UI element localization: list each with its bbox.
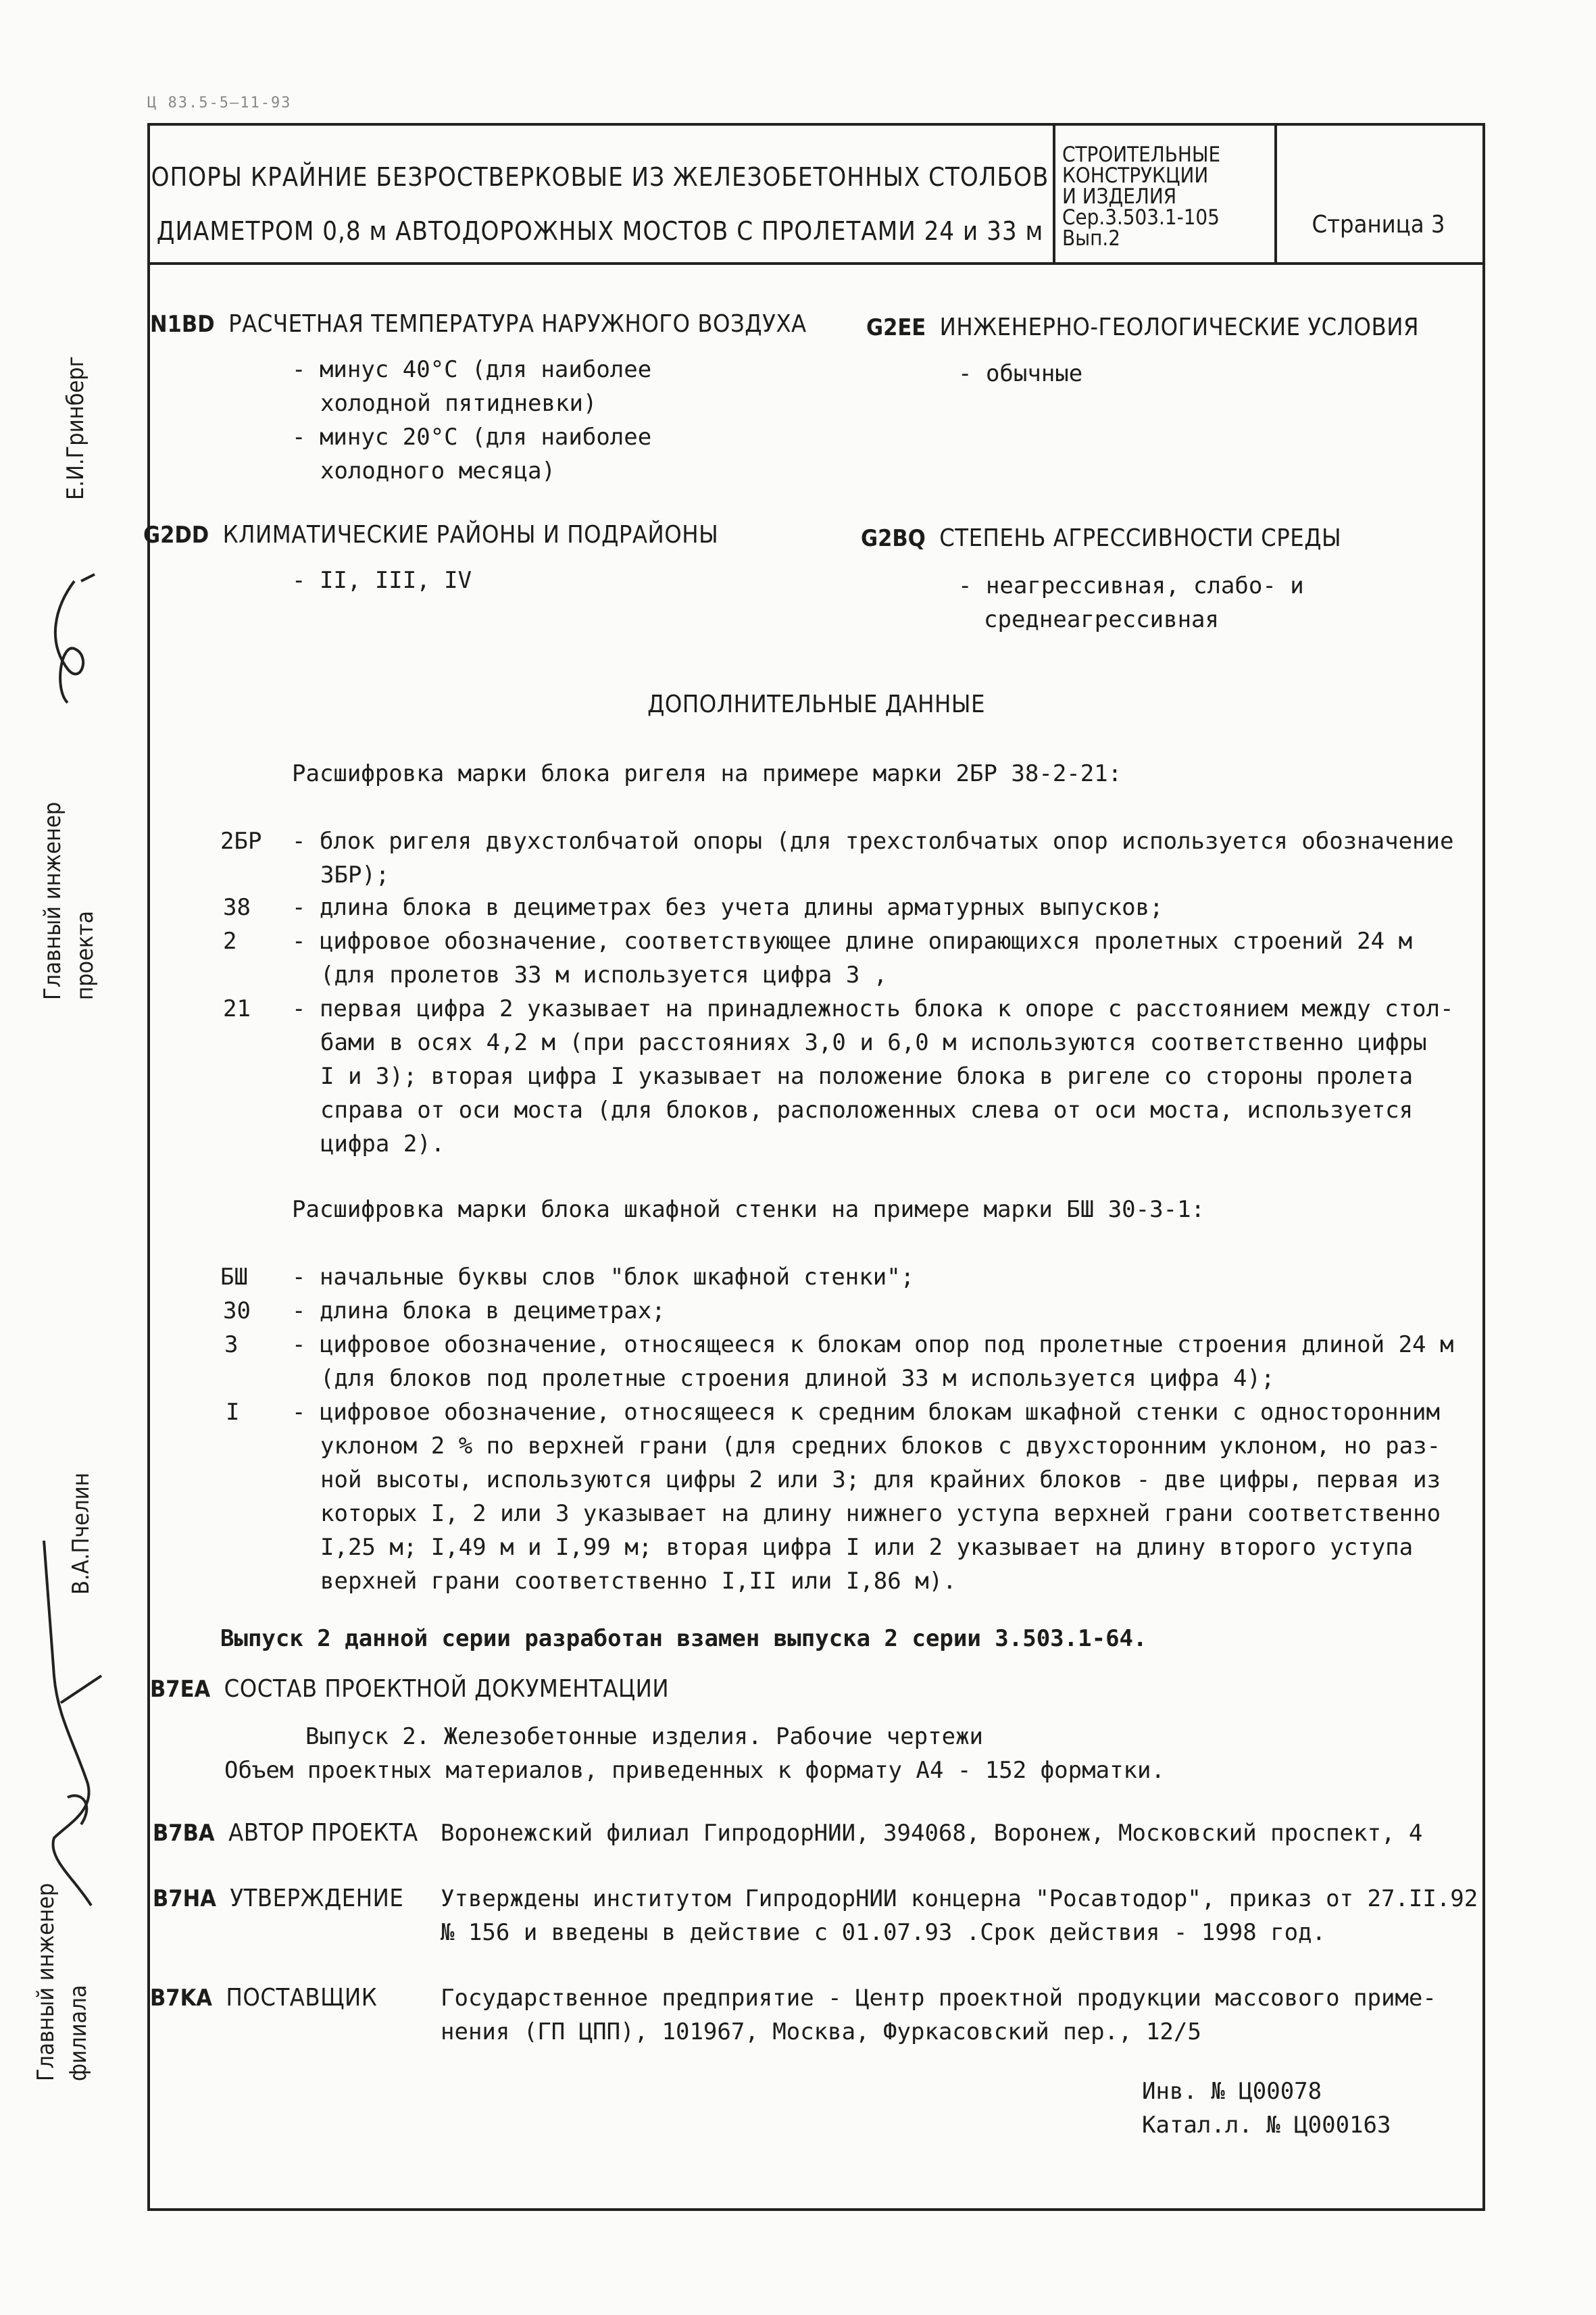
replacement-note: Выпуск 2 данной серии разработан взамен выпуска 2 серии 3.503.1-64. [220,1625,1147,1652]
section-supplier-heading [150,1981,377,2015]
title-chief-engineer-project [36,802,101,1000]
section-code: N1BD [150,311,215,338]
wall-desc: уклоном 2 % по верхней грани (для средних блоков с двухсторонним уклоном, но раз- [320,1433,1441,1460]
title-line: проекта [72,911,99,1000]
section-title: УТВЕРЖДЕНИЕ [230,1885,404,1912]
wall-key: БШ [220,1264,248,1291]
signer-grinberg: Е.И.Гринберг [62,356,89,500]
section-approval-heading [153,1882,403,1916]
section-temperature-heading [150,307,807,341]
temperature-line: - минус 40°С (для наиболее [292,356,652,383]
series-line: СТРОИТЕЛЬНЫЕ [1062,143,1221,167]
wall-desc: которых I, 2 или 3 указывает на длину нижнего уступа верхней грани соответственно [320,1500,1441,1527]
section-title: АВТОР ПРОЕКТА [228,1819,418,1847]
section-geology-heading [866,311,1419,345]
title-chief-engineer-branch [30,1883,95,2081]
section-title: СОСТАВ ПРОЕКТНОЙ ДОКУМЕНТАЦИИ [224,1675,670,1703]
rigel-key: 2БР [220,828,262,855]
rigel-desc: - блок ригеля двухстолбчатой опоры (для трехстолбчатых опор используется обозначение [292,828,1454,855]
supplier-line: нения (ГП ЦПП), 101967, Москва, Фуркасовский пер., 12/5 [441,2018,1201,2045]
series-info [1062,145,1272,249]
rigel-desc: I и 3); вторая цифра I указывает на положение блока в ригеле со стороны пролета [320,1063,1414,1090]
series-line: КОНСТРУКЦИИ [1062,164,1209,188]
title-line: Главный инженер [39,801,66,1000]
rigel-key: 21 [223,995,251,1022]
wall-desc: - длина блока в дециметрах; [292,1297,666,1324]
aggression-value: - неагрессивная, слабо- и [958,572,1304,599]
rigel-key: 2 [223,928,237,955]
documentation-line: Выпуск 2. Железобетонные изделия. Рабочие чертежи [305,1723,984,1750]
wall-key: 3 [224,1331,239,1358]
wall-desc: - начальные буквы слов "блок шкафной стенки"; [292,1264,915,1291]
temperature-line: холодного месяца) [320,457,555,484]
section-author-heading [153,1816,418,1850]
title-divider [1053,123,1055,262]
rigel-desc: справа от оси моста (для блоков, расположенных слева от оси моста, используется [320,1097,1414,1124]
additional-data-title: ДОПОЛНИТЕЛЬНЫЕ ДАННЫЕ [647,691,985,718]
title-line: Главный инженер [32,1883,59,2081]
documentation-line: Объем проектных материалов, приведенных к формату А4 - 152 форматки. [224,1757,1165,1784]
rigel-desc: (для пролетов 33 м используется цифра 3 , [320,962,888,989]
document-title [147,150,1053,258]
rigel-desc: цифра 2). [320,1130,445,1158]
wall-key: I [226,1399,240,1426]
section-code: B7KA [150,1985,212,2012]
rigel-desc: бами в осях 4,2 м (при расстояниях 3,0 и 6,0 м используются соответственно цифры [320,1029,1427,1056]
section-title: КЛИМАТИЧЕСКИЕ РАЙОНЫ И ПОДРАЙОНЫ [222,521,719,549]
wall-desc: (для блоков под пролетные строения длиной 33 м используется цифра 4); [320,1365,1275,1392]
aggression-value: среднеагрессивная [984,606,1219,633]
wall-key: 30 [223,1297,251,1324]
section-code: G2EE [866,314,926,341]
document-code-note: Ц 83.5-5—11-93 [147,95,292,111]
temperature-line: холодной пятидневки) [320,390,597,417]
section-title: СТЕПЕНЬ АГРЕССИВНОСТИ СРЕДЫ [939,524,1342,552]
page-divider [1274,123,1277,262]
section-title: РАСЧЕТНАЯ ТЕМПЕРАТУРА НАРУЖНОГО ВОЗДУХА [228,310,807,338]
series-line: И ИЗДЕЛИЯ [1062,184,1177,209]
rigel-desc: 3БР); [320,862,390,889]
geology-value: - обычные [958,360,1083,387]
section-title: ПОСТАВЩИК [226,1984,378,2012]
approval-line: № 156 и введены в действие с 01.07.93 .Срок действия - 1998 год. [441,1919,1326,1946]
rigel-desc: - длина блока в дециметрах без учета длины арматурных выпусков; [292,894,1164,921]
section-code: B7HA [153,1885,216,1912]
wall-desc: верхней грани соответственно I,II или I,86 м). [320,1568,957,1595]
author-text: Воронежский филиал ГипродорНИИ, 394068, Воронеж, Московский проспект, 4 [441,1820,1423,1847]
signature-grinberg [27,568,108,716]
rigel-intro: Расшифровка марки блока ригеля на примере марки 2БР 38-2-21: [292,760,1122,787]
inventory-number: Инв. № Ц00078 [1142,2078,1322,2105]
section-code: G2BQ [861,525,926,552]
signer-pchelin: В.А.Пчелин [68,1472,95,1595]
section-documentation-heading [150,1672,669,1706]
section-code: B7EA [150,1676,211,1703]
climate-value: - II, III, IV [292,567,472,594]
section-aggression-heading [861,522,1341,555]
title-line-2: ДИАМЕТРОМ 0,8 м АВТОДОРОЖНЫХ МОСТОВ С ПРОЛЕТАМИ 24 и 33 м [156,216,1044,246]
wall-desc: - цифровое обозначение, относящееся к средним блокам шкафной стенки с односторонним [292,1399,1440,1426]
supplier-line: Государственное предприятие - Центр проектной продукции массового приме- [441,1985,1437,2012]
title-line-1: ОПОРЫ КРАЙНИЕ БЕЗРОСТВЕРКОВЫЕ ИЗ ЖЕЛЕЗОБЕТОННЫХ СТОЛБОВ [151,162,1049,192]
section-climate-heading [143,518,718,552]
catalog-sheet-number: Катал.л. № Ц000163 [1142,2112,1391,2139]
rigel-desc: - первая цифра 2 указывает на принадлежность блока к опоре с расстоянием между стол- [292,995,1454,1022]
series-number: Сер.3.503.1-105 [1062,205,1220,230]
title-block [147,123,1485,265]
section-title: ИНЖЕНЕРНО-ГЕОЛОГИЧЕСКИЕ УСЛОВИЯ [939,314,1419,341]
wall-intro: Расшифровка марки блока шкафной стенки на примере марки БШ 30-3-1: [292,1196,1205,1223]
wall-desc: - цифровое обозначение, относящееся к блокам опор под пролетные строения длиной 24 м [292,1331,1454,1358]
section-code: B7BA [153,1820,215,1847]
approval-line: Утверждены институтом ГипродорНИИ концерна "Росавтодор", приказ от 27.II.92 [441,1885,1478,1912]
title-line: филиала [65,1985,92,2081]
wall-desc: I,25 м; I,49 м и I,99 м; вторая цифра I или 2 указывает на длину второго уступа [320,1534,1414,1561]
wall-desc: ной высоты, используются цифры 2 или 3; для крайних блоков - две цифры, первая из [320,1466,1441,1493]
page-number: Страница 3 [1312,211,1445,239]
rigel-desc: - цифровое обозначение, соответствующее длине опирающихся пролетных строений 24 м [292,928,1413,955]
rigel-key: 38 [223,894,251,921]
section-code: G2DD [143,522,209,549]
temperature-line: - минус 20°С (для наиболее [292,424,652,451]
signature-pchelin [27,1541,115,1919]
issue-number: Вып.2 [1062,226,1120,251]
